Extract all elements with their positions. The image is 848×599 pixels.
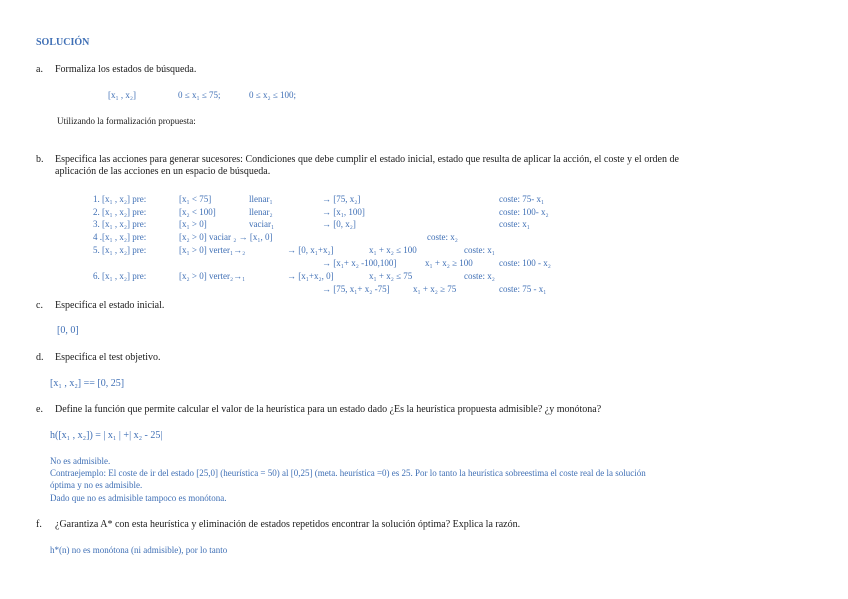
section-e-question: Define la función que permite calcular el valor de la heurística para un estado dado ¿Es la heurística propuesta admisible? ¿y monótona? [55, 404, 602, 415]
action-3-num: 3. [x₁ , x₂] pre: [93, 219, 147, 229]
action-6-result-1: → [x₁+x₂, 0] [287, 271, 334, 281]
action-6-cost-1: coste: x₂ [464, 271, 495, 281]
section-f-marker: f. [36, 519, 42, 530]
action-4-cond-name-result: [x₂ > 0] vaciar ₂ → [x₁, 0] [179, 232, 273, 242]
section-a-state: [x₁ , x₂] [108, 90, 137, 100]
action-5-cost-2: coste: 100 - x₂ [499, 258, 551, 268]
section-a-constraint-1: 0 ≤ x₁ ≤ 75; [178, 90, 221, 100]
action-1-cost: coste: 75- x₁ [499, 194, 545, 204]
solution-title: SOLUCIÓN [36, 37, 90, 48]
action-6-cond-name: [x₂ > 0] verter₂→₁ [179, 271, 246, 281]
action-6-num: 6. [x₁ , x₂] pre: [93, 271, 147, 281]
action-6-cost-2: coste: 75 - x₁ [499, 284, 547, 294]
section-c-answer: [0, 0] [57, 325, 79, 336]
action-3-name: vaciar₁ [249, 219, 275, 229]
section-d-answer: [x₁ , x₂] == [0, 25] [50, 378, 125, 389]
section-c-marker: c. [36, 300, 43, 311]
section-f-answer: h*(n) no es monótona (ni admisible), por lo tanto [50, 545, 228, 555]
action-4-cost: coste: x₂ [427, 232, 458, 242]
section-b-marker: b. [36, 154, 44, 165]
action-3-cost: coste: x₁ [499, 219, 530, 229]
section-c-question: Especifica el estado inicial. [55, 300, 165, 311]
section-d-marker: d. [36, 352, 44, 363]
section-a-question: Formaliza los estados de búsqueda. [55, 64, 197, 75]
section-e-answer-1: No es admisible. [50, 456, 111, 466]
section-f-question: ¿Garantiza A* con esta heurística y eliminación de estados repetidos encontrar la solución óptima? Explica la razón. [55, 519, 521, 530]
section-b-question-line-2: aplicación de las acciones en un espacio de búsqueda. [55, 166, 271, 177]
section-a-marker: a. [36, 64, 43, 75]
action-5-cost-1: coste: x₁ [464, 245, 495, 255]
action-5-cond-name: [x₁ > 0] verter₁→₂ [179, 245, 246, 255]
action-3-cond: [x₁ > 0] [179, 219, 207, 229]
action-5-num: 5. [x₁ , x₂] pre: [93, 245, 147, 255]
action-2-cost: coste: 100- x₂ [499, 207, 549, 217]
action-5-cond-1: x₁ + x₂ ≤ 100 [369, 245, 417, 255]
action-6-result-2: → [75, x₁+ x₂ -75] [322, 284, 390, 294]
action-2-num: 2. [x₁ , x₂] pre: [93, 207, 147, 217]
section-a-note: Utilizando la formalización propuesta: [57, 116, 196, 126]
action-5-cond-2: x₁ + x₂ ≥ 100 [425, 258, 473, 268]
section-e-formula: h([x₁ , x₂]) = | x₁ | +| x₂ - 25| [50, 430, 163, 441]
section-e-answer-2-line-1: Contraejemplo: El coste de ir del estado [25,0] (heurística = 50) al [0,25] (meta. heurística =0) es 25. Por lo tanto la heurística sobreestima el coste real de la solución [50, 468, 646, 478]
action-1-cond: [x₁ < 75] [179, 194, 212, 204]
action-5-result-2: → [x₁+ x₂ -100,100] [322, 258, 397, 268]
action-1-result: → [75, x₂] [322, 194, 361, 204]
action-2-result: → [x₁, 100] [322, 207, 365, 217]
section-e-answer-2-line-2: óptima y no es admisible. [50, 480, 143, 490]
section-e-answer-3: Dado que no es admisible tampoco es monótona. [50, 493, 227, 503]
action-2-cond: [x₂ < 100] [179, 207, 216, 217]
action-1-name: llenar₁ [249, 194, 273, 204]
action-3-result: → [0, x₂] [322, 219, 356, 229]
action-1-num: 1. [x₁ , x₂] pre: [93, 194, 147, 204]
section-e-marker: e. [36, 404, 43, 415]
action-6-cond-2: x₁ + x₂ ≥ 75 [413, 284, 457, 294]
section-a-constraint-2: 0 ≤ x₂ ≤ 100; [249, 90, 297, 100]
section-b-question-line-1: Especifica las acciones para generar sucesores: Condiciones que debe cumplir el estado inicial, estado que resulta de aplicar la acción, el coste y el orden de [55, 154, 679, 165]
action-6-cond-1: x₁ + x₂ ≤ 75 [369, 271, 413, 281]
section-d-question: Especifica el test objetivo. [55, 352, 161, 363]
action-5-result-1: → [0, x₁+x₂] [287, 245, 334, 255]
action-2-name: llenar₂ [249, 207, 273, 217]
action-4-num: 4 .[x₁ , x₂] pre: [93, 232, 147, 242]
